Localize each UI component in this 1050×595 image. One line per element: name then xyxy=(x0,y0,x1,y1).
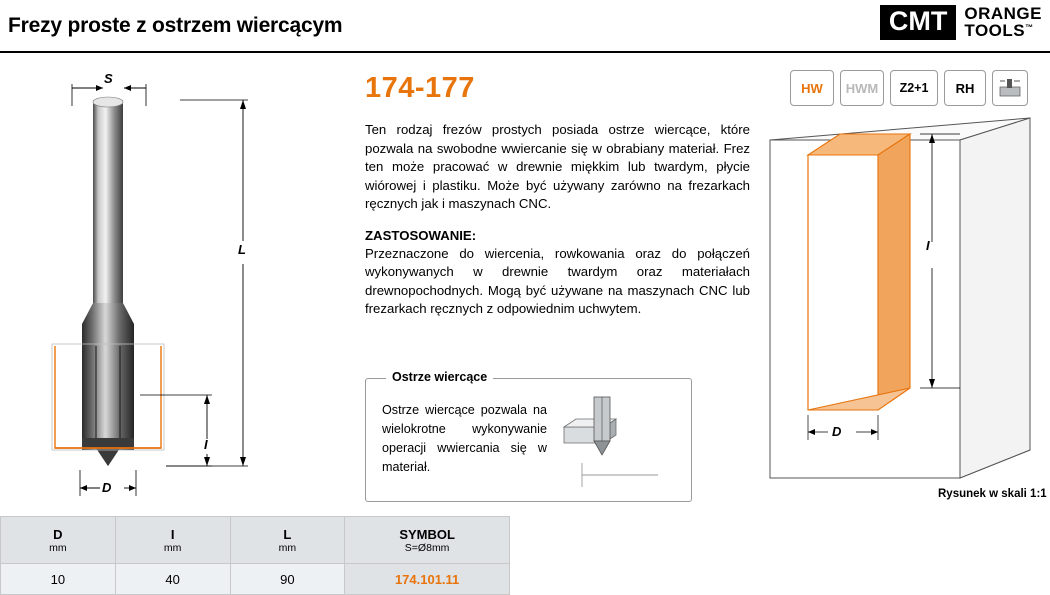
product-description: Ten rodzaj frezów prostych posiada ostrze wiercące, które pozwala na swobodne wwiercanie się w obrabiany materiał. Frez ten może pracować w drewnie miękkim lub twardym, płycie wiórowej i plastiku. Może być używany zarówno na frezarkach ręcznych jak i maszynach CNC. xyxy=(365,122,750,211)
specifications-table xyxy=(0,516,510,595)
product-code: 174-177 xyxy=(365,72,475,104)
dimension-label-d-3d: D xyxy=(832,424,842,439)
feature-note-legend: Ostrze wiercące xyxy=(386,370,493,384)
feature-note-box xyxy=(365,370,692,502)
badge-groove-icon xyxy=(992,70,1028,106)
scale-note: Rysunek w skali 1:1 xyxy=(938,488,1047,500)
cell-l: 90 xyxy=(230,564,345,595)
product-technical-drawing xyxy=(0,56,350,511)
logo-orange-line2: TOOLS™ xyxy=(964,20,1034,40)
logo-tm: ™ xyxy=(1025,22,1034,32)
logo-orange-line1: ORANGE xyxy=(964,4,1042,24)
page-header xyxy=(0,0,1050,52)
table-header-l: L mm xyxy=(230,517,345,564)
cell-d: 10 xyxy=(1,564,116,595)
logo-cmt-mark xyxy=(880,5,956,40)
cell-symbol: 174.101.11 xyxy=(345,564,510,595)
dimension-label-i: I xyxy=(204,437,208,452)
header-divider xyxy=(0,51,1050,53)
badge-hw: HW xyxy=(790,70,834,106)
table-header-d: D mm xyxy=(1,517,116,564)
feature-note-text: Ostrze wiercące pozwala na wielokrotne wykonywanie operacji wwiercania się w materiał. xyxy=(382,403,547,474)
groove-3d-illustration xyxy=(760,110,1045,510)
table-row xyxy=(1,564,510,595)
badge-rotation: RH xyxy=(944,70,986,106)
badge-flutes: Z2+1 xyxy=(890,70,938,106)
dimension-label-i-3d: I xyxy=(926,238,930,253)
application-title: ZASTOSOWANIE: xyxy=(365,227,477,243)
dimension-label-d: D xyxy=(102,480,112,495)
brand-logo xyxy=(880,5,1042,40)
drill-tip-detail-icon xyxy=(558,393,678,489)
badge-hwm: HWM xyxy=(840,70,884,106)
dimension-label-s: S xyxy=(104,71,113,86)
spec-badges xyxy=(790,70,1028,106)
table-header-row xyxy=(1,517,510,564)
table-header-symbol: SYMBOL S=Ø8mm xyxy=(345,517,510,564)
table-header-i: I mm xyxy=(115,517,230,564)
application-text: Przeznaczone do wiercenia, rowkowania oraz do połączeń wykonywanych w drewnie twardym oraz materiałach drewnopochodnych. Mogą być używane na maszynach CNC lub frezarkach ręcznych z odpowiednim uchwytem. xyxy=(365,245,750,316)
dimension-label-l: L xyxy=(238,242,246,257)
page-title: Frezy proste z ostrzem wiercącym xyxy=(8,14,343,37)
cell-i: 40 xyxy=(115,564,230,595)
logo-cmt-text: CMT xyxy=(888,6,948,36)
logo-orange-tools xyxy=(964,6,1042,38)
product-info xyxy=(365,72,750,333)
